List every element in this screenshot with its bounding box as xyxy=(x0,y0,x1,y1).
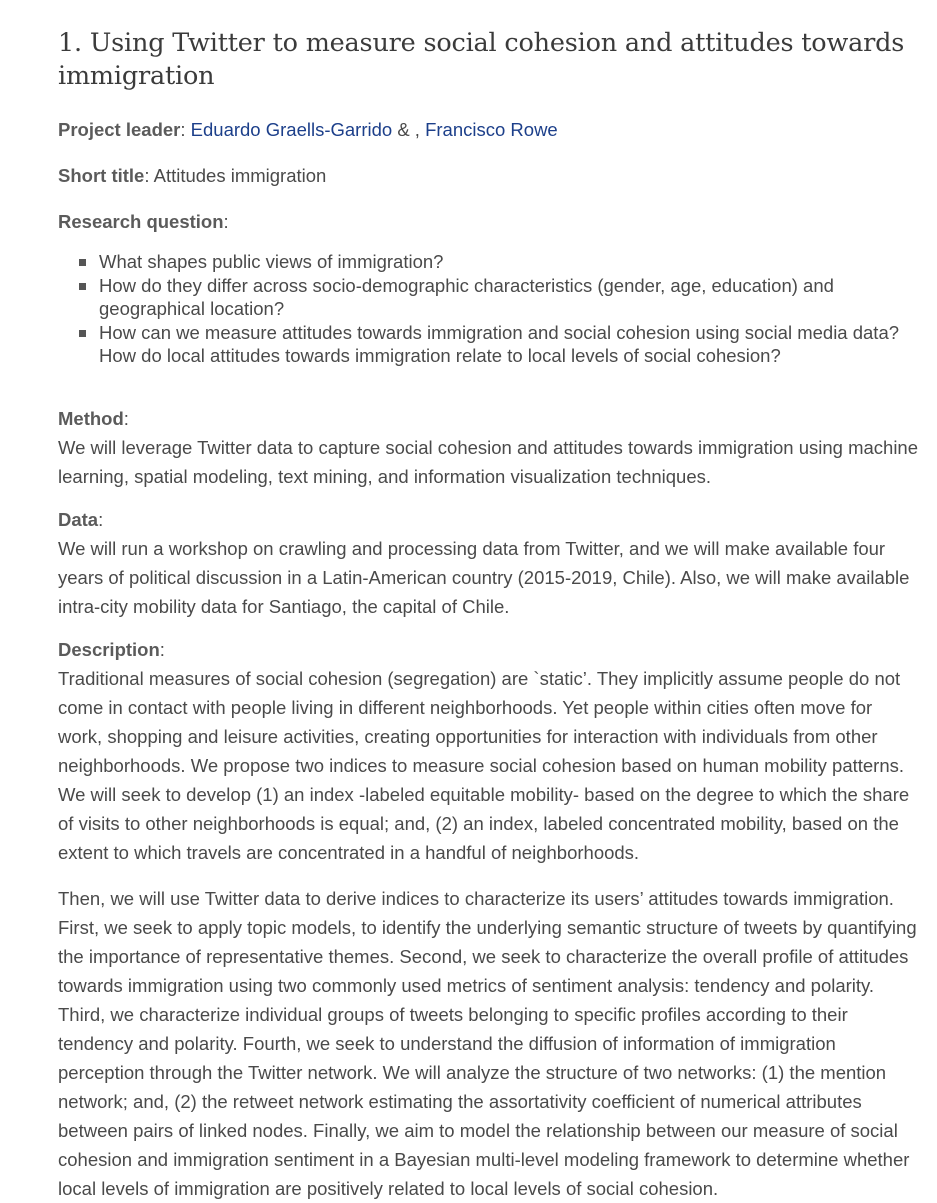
square-bullet-icon xyxy=(79,330,86,337)
leader-link-eduardo[interactable]: Eduardo Graells-Garrido xyxy=(190,119,393,140)
leader-separator: & , xyxy=(392,119,426,140)
square-bullet-icon xyxy=(79,259,86,266)
short-title-field xyxy=(58,161,920,190)
square-bullet-icon xyxy=(79,283,86,290)
research-question-label: Research question xyxy=(58,211,224,232)
research-question-list xyxy=(58,250,920,368)
list-item: What shapes public views of immigration? xyxy=(99,250,920,274)
data-heading: Data: xyxy=(58,508,104,530)
description-paragraph-2: Then, we will use Twitter data to derive indices to characterize its users’ attitudes towards immigration. First, we seek to apply topic models, to identify the underlying semantic structure of tweets by quantifying the importance of representative themes. Second, we seek to characterize the overall profile of attitudes towards immigration using two commonly used metrics of sentiment analysis: tendency and polarity. Third, we characterize individual groups of tweets belonging to specific profiles according to their tendency and polarity. Fourth, we seek to understand the diffusion of information of immigration perception through the Twitter network. We will analyze the structure of two networks: (1) the mention network; and, (2) the retweet network estimating the assortativity coefficient of numerical attributes between pairs of linked nodes. Finally, we aim to model the relationship between our measure of social cohesion and immigration sentiment in a Bayesian multi-level modeling framework to determine whether local levels of immigration are positively related to local levels of social cohesion. xyxy=(58,887,917,1199)
description-paragraph-1: Traditional measures of social cohesion (segregation) are `static’. They implicitly assume people do not come in contact with people living in different neighborhoods. Yet people within cities often move for work, shopping and leisure activities, creating opportunities for interaction with individuals from other neighborhoods. We propose two indices to measure social cohesion based on human mobility patterns. We will seek to develop (1) an index -labeled equitable mobility- based on the degree to which the share of visits to other neighborhoods is equal; and, (2) an index, labeled concentrated mobility, based on the extent to which travels are concentrated in a handful of neighborhoods. xyxy=(58,667,910,863)
method-text: We will leverage Twitter data to capture social cohesion and attitudes towards immigration using machine learning, spatial modeling, text mining, and information visualization techniques. xyxy=(58,436,919,487)
leader-link-francisco[interactable]: Francisco Rowe xyxy=(425,119,558,140)
list-item: How can we measure attitudes towards immigration and social cohesion using social media data? How do local attitudes towards immigration relate to local levels of social cohesion? xyxy=(99,321,920,368)
list-item: How do they differ across socio-demographic characteristics (gender, age, education) and geographical location? xyxy=(99,274,920,321)
project-article xyxy=(58,0,920,1203)
project-title: 1. Using Twitter to measure social cohesion and attitudes towards immigration xyxy=(58,28,905,91)
data-text: We will run a workshop on crawling and processing data from Twitter, and we will make available four years of political discussion in a Latin-American country (2015-2019, Chile). Also, we will make available intra-city mobility data for Santiago, the capital of Chile. xyxy=(58,537,910,617)
method-heading: Method: xyxy=(58,407,129,429)
short-title-label: Short title xyxy=(58,165,145,186)
research-question-field: Research question: xyxy=(58,211,229,232)
description-heading: Description: xyxy=(58,638,165,660)
project-leader-field: Project leader: Eduardo Graells-Garrido & , Francisco Rowe xyxy=(58,119,558,140)
project-leader-label: Project leader xyxy=(58,119,181,140)
short-title-value: : Attitudes immigration xyxy=(144,165,327,186)
